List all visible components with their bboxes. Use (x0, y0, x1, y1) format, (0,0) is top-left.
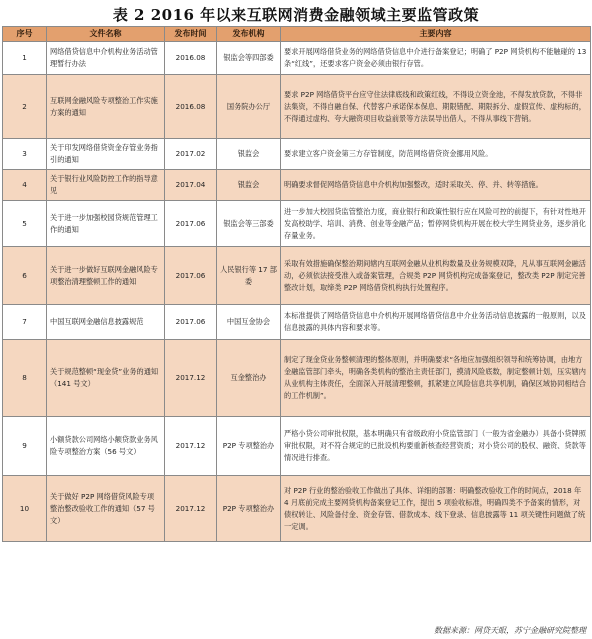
cell-no: 9 (3, 417, 47, 476)
table-row (3, 305, 591, 340)
cell-name: 关于印发网络借贷资金存管业务指引的通知 (47, 139, 165, 170)
cell-name: 小额贷款公司网络小额贷款业务风险专项整治方案（56 号文） (47, 417, 165, 476)
header-row (3, 27, 591, 42)
cell-content: 要求开展网络借贷业务的网络借贷信息中介进行备案登记；明确了 P2P 网贷机构不能触碰的 13 条“红线”，还要求客户资金必须由银行存管。 (281, 42, 591, 75)
cell-name: 关于做好 P2P 网络借贷风险专项整治整改验收工作的通知（57 号文） (47, 476, 165, 542)
table-row (3, 417, 591, 476)
table-row (3, 170, 591, 201)
cell-name: 关于进一步做好互联网金融风险专项整治清理整顿工作的通知 (47, 247, 165, 305)
cell-no: 3 (3, 139, 47, 170)
table-title: 表 2 2016 年以来互联网消费金融领域主要监管政策 (112, 6, 480, 24)
cell-date: 2017.06 (165, 305, 217, 340)
cell-date: 2016.08 (165, 42, 217, 75)
cell-no: 2 (3, 75, 47, 139)
table-row (3, 340, 591, 417)
cell-date: 2017.12 (165, 417, 217, 476)
cell-no: 4 (3, 170, 47, 201)
cell-no: 5 (3, 201, 47, 247)
header-no: 序号 (3, 27, 47, 42)
cell-content: 要求建立客户资金第三方存管制度，防范网络借贷资金挪用风险。 (281, 139, 591, 170)
cell-no: 7 (3, 305, 47, 340)
cell-name: 网络借贷信息中介机构业务活动管理暂行办法 (47, 42, 165, 75)
table-row (3, 42, 591, 75)
cell-content: 严格小贷公司审批权限，基本明确只有省级政府小贷监管部门（一般为省金融办）具备小贷牌照审批权限，对不符合规定的已批设机构要重新核查经营资质；对小贷公司的股权、融资、贷款等情况进行排查。 (281, 417, 591, 476)
cell-org: 国务院办公厅 (217, 75, 281, 139)
cell-date: 2017.12 (165, 340, 217, 417)
cell-org: P2P 专项整治办 (217, 417, 281, 476)
policy-table (2, 26, 591, 542)
header-name: 文件名称 (47, 27, 165, 42)
table-row (3, 201, 591, 247)
cell-date: 2017.06 (165, 201, 217, 247)
cell-org: 银监会 (217, 170, 281, 201)
header-content: 主要内容 (281, 27, 591, 42)
cell-content: 本标准提供了网络借贷信息中介机构开展网络借贷信息中介业务活动信息披露的一般原则，以及信息披露的具体内容和要求等。 (281, 305, 591, 340)
table-row (3, 247, 591, 305)
cell-name: 互联网金融风险专项整治工作实施方案的通知 (47, 75, 165, 139)
cell-org: 中国互金协会 (217, 305, 281, 340)
cell-org: 人民银行等 17 部委 (217, 247, 281, 305)
cell-no: 1 (3, 42, 47, 75)
cell-date: 2017.04 (165, 170, 217, 201)
cell-date: 2017.06 (165, 247, 217, 305)
cell-content: 制定了现金贷业务整顿清理的整体原则，并明确要求“各地应加强组织领导和统筹协调，由地方金融监管部门牵头，明确各类机构的整治主责任部门，摸清风险底数，制定整顿计划，压实辖内从业机构主体责任，全面深入开展清理整顿，抓紧建立风险信息共享机制，确保区域协同相结合的工作机制”。 (281, 340, 591, 417)
table-row (3, 139, 591, 170)
cell-no: 6 (3, 247, 47, 305)
cell-date: 2017.02 (165, 139, 217, 170)
cell-org: 互金整治办 (217, 340, 281, 417)
cell-org: P2P 专项整治办 (217, 476, 281, 542)
header-org: 发布机构 (217, 27, 281, 42)
cell-org: 银监会等四部委 (217, 42, 281, 75)
cell-org: 银监会等三部委 (217, 201, 281, 247)
cell-content: 明确要求督促网络借贷信息中介机构加强整改，适时采取关、停、并、转等措施。 (281, 170, 591, 201)
table-row (3, 476, 591, 542)
table-row (3, 75, 591, 139)
cell-content: 对 P2P 行业的整治验收工作做出了具体、详细的部署：明确整改验收工作的时间点，2018 年 4 月底前完成主要网贷机构备案登记工作，提出 5 项验收标准，明确四类不予备案的情形，对债权转让、风险备付金、资金存管、借款成本、线下登录、信息披露等 11 项关键性问题做了统一定调。 (281, 476, 591, 542)
cell-content: 采取有效措施确保整治期间辖内互联网金融从业机构数量及业务规模双降，凡从事互联网金融活动，必须依法接受准入或备案管理，合规类 P2P 网贷机构完成备案登记，整改类 P2P 制定完善整改计划，取缔类 P2P 网络借贷机构执行处置程序。 (281, 247, 591, 305)
cell-date: 2017.12 (165, 476, 217, 542)
cell-content: 要求 P2P 网络借贷平台应守住法律底线和政策红线，不得设立资金池，不得发放贷款，不得非法集资，不得自融自保、代替客户承诺保本保息、期限错配、期限拆分、虚假宣传、虚构标的，不得通过虚构、夸大融资项目收益前景等方法误导出借人，不得从事线下营销。 (281, 75, 591, 139)
cell-content: 进一步加大校园贷监管整治力度，商业银行和政策性银行应在风险可控的前提下，有针对性地开发高校助学、培训、消费、创业等金融产品；暂停网贷机构开展在校大学生网贷业务，逐步消化存量业务。 (281, 201, 591, 247)
cell-date: 2016.08 (165, 75, 217, 139)
cell-name: 关于银行业风险防控工作的指导意见 (47, 170, 165, 201)
header-date: 发布时间 (165, 27, 217, 42)
cell-org: 银监会 (217, 139, 281, 170)
cell-no: 10 (3, 476, 47, 542)
cell-name: 关于进一步加强校园贷规范管理工作的通知 (47, 201, 165, 247)
source-note: 数据来源：网贷天眼，苏宁金融研究院整理 (434, 626, 586, 635)
cell-name: 关于规范整顿“现金贷”业务的通知（141 号文） (47, 340, 165, 417)
cell-no: 8 (3, 340, 47, 417)
cell-name: 中国互联网金融信息披露规范 (47, 305, 165, 340)
